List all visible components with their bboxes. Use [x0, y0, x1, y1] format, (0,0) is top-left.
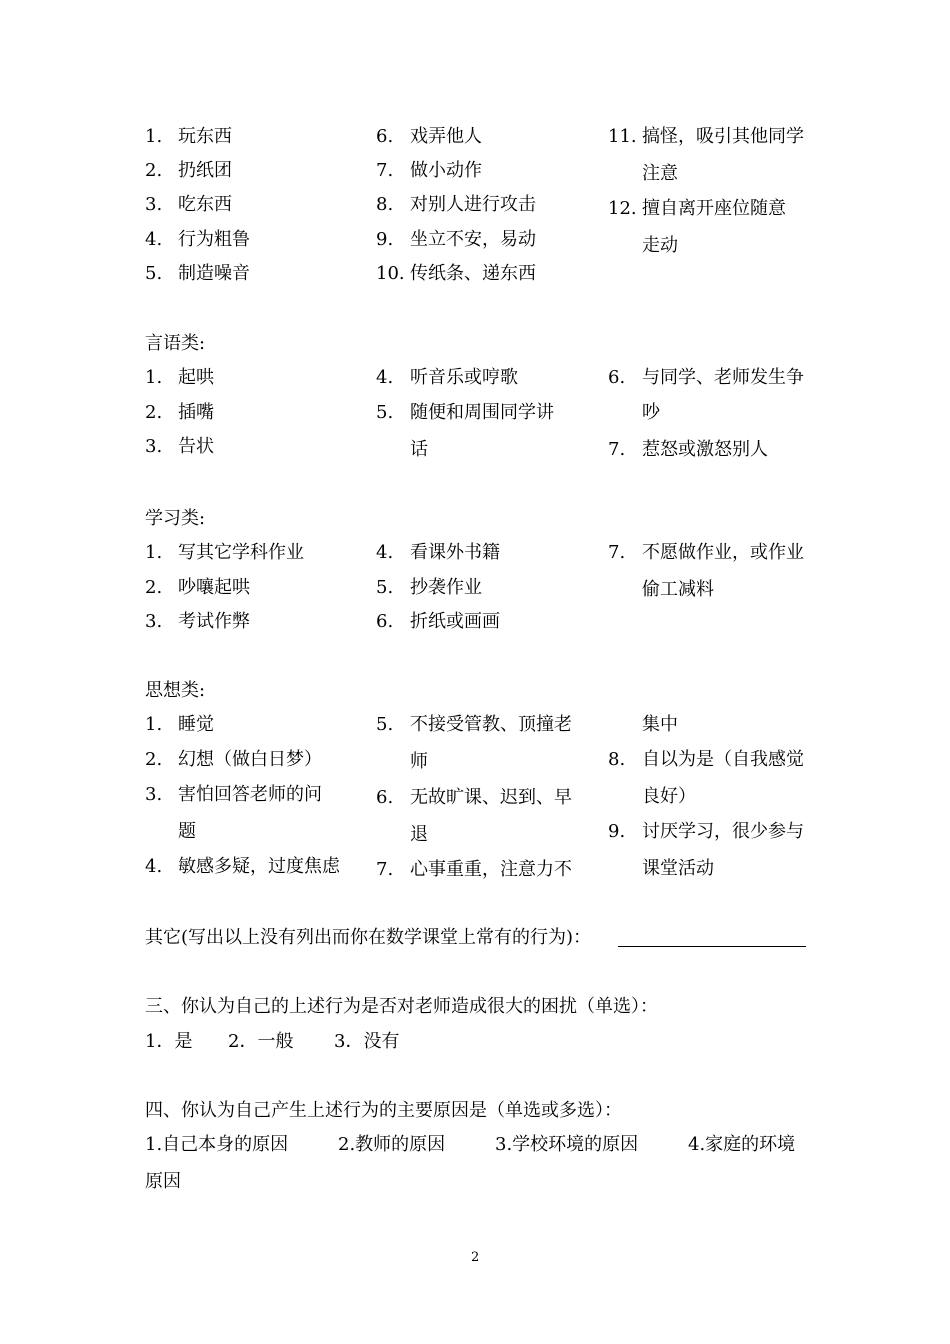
list-item: 心事重重，注意力不 — [410, 859, 572, 880]
list-item: 戏弄他人 — [410, 126, 482, 147]
list-item: 吃东西 — [178, 194, 232, 215]
list-item-continued: 话 — [410, 439, 428, 460]
list-item: 听音乐或哼歌 — [410, 367, 518, 388]
section-title: 思想类: — [145, 680, 206, 701]
list-item-continued: 注意 — [642, 163, 678, 184]
item-number: 12. — [608, 198, 637, 219]
item-number: 7. — [608, 542, 626, 563]
item-number: 4. — [145, 856, 163, 877]
list-item: 看课外书籍 — [410, 542, 500, 563]
item-number: 2. — [145, 402, 163, 423]
list-item-continued: 良好） — [642, 786, 696, 807]
list-item-continued: 吵 — [642, 402, 660, 423]
list-item: 吵嚷起哄 — [178, 577, 250, 598]
list-item-continued: 退 — [410, 824, 428, 845]
list-item: 抄袭作业 — [410, 577, 482, 598]
item-number: 3. — [145, 784, 163, 805]
list-item: 惹怒或激怒别人 — [642, 439, 768, 460]
list-item: 起哄 — [178, 367, 214, 388]
item-number: 6. — [376, 787, 394, 808]
item-number: 2. — [145, 160, 163, 181]
item-number: 1. — [145, 126, 163, 147]
list-item-continued: 集中 — [642, 714, 678, 735]
item-number: 1. — [145, 542, 163, 563]
list-item: 对别人进行攻击 — [410, 194, 536, 215]
list-item-continued: 课堂活动 — [642, 858, 714, 879]
item-number: 7. — [608, 439, 626, 460]
item-number: 5. — [376, 577, 394, 598]
list-item: 告状 — [178, 436, 214, 457]
q4-option[interactable]: 1.自己本身的原因 — [145, 1134, 289, 1155]
item-number: 4. — [376, 542, 394, 563]
section-title: 言语类: — [145, 333, 206, 354]
list-item: 讨厌学习，很少参与 — [642, 821, 804, 842]
item-number: 2. — [145, 749, 163, 770]
q3-option[interactable]: 1．是 — [145, 1031, 193, 1052]
list-item: 玩东西 — [178, 126, 232, 147]
other-answer-line[interactable] — [618, 946, 806, 947]
item-number: 5. — [145, 263, 163, 284]
item-number: 11. — [608, 126, 637, 147]
list-item: 不愿做作业，或作业 — [642, 542, 804, 563]
question-4-title: 四、你认为自己产生上述行为的主要原因是（单选或多选）： — [145, 1100, 622, 1121]
item-number: 9. — [376, 229, 394, 250]
list-item: 随便和周围同学讲 — [410, 402, 554, 423]
list-item: 敏感多疑，过度焦虑 — [178, 856, 340, 877]
item-number: 8. — [376, 194, 394, 215]
list-item: 幻想（做白日梦） — [178, 749, 322, 770]
item-number: 6. — [376, 611, 394, 632]
list-item-continued: 题 — [178, 821, 196, 842]
page-number: 2 — [471, 1250, 480, 1265]
section-title: 学习类: — [145, 508, 206, 529]
list-item: 考试作弊 — [178, 611, 250, 632]
item-number: 2. — [145, 577, 163, 598]
item-number: 9. — [608, 821, 626, 842]
item-number: 10. — [376, 263, 405, 284]
list-item: 与同学、老师发生争 — [642, 367, 804, 388]
list-item: 行为粗鲁 — [178, 229, 250, 250]
list-item: 睡觉 — [178, 714, 214, 735]
list-item: 搞怪，吸引其他同学 — [642, 126, 804, 147]
list-item: 制造噪音 — [178, 263, 250, 284]
item-number: 3. — [145, 194, 163, 215]
item-number: 5. — [376, 402, 394, 423]
list-item: 擅自离开座位随意 — [642, 198, 786, 219]
item-number: 6. — [376, 126, 394, 147]
q4-option[interactable]: 2.教师的原因 — [338, 1134, 446, 1155]
item-number: 5. — [376, 714, 394, 735]
list-item: 折纸或画画 — [410, 611, 500, 632]
item-number: 3. — [145, 611, 163, 632]
list-item: 插嘴 — [178, 402, 214, 423]
q4-option[interactable]: 3.学校环境的原因 — [495, 1134, 639, 1155]
other-prompt: 其它(写出以上没有列出而你在数学课堂上常有的行为)： — [145, 927, 592, 948]
item-number: 1. — [145, 714, 163, 735]
item-number: 8. — [608, 749, 626, 770]
list-item: 害怕回答老师的问 — [178, 784, 322, 805]
question-3-title: 三、你认为自己的上述行为是否对老师造成很大的困扰（单选）： — [145, 996, 658, 1017]
item-number: 1. — [145, 367, 163, 388]
item-number: 7. — [376, 859, 394, 880]
item-number: 4. — [376, 367, 394, 388]
list-item: 坐立不安，易动 — [410, 229, 536, 250]
q3-option[interactable]: 3．没有 — [334, 1031, 400, 1052]
list-item: 无故旷课、迟到、早 — [410, 787, 572, 808]
list-item: 扔纸团 — [178, 160, 232, 181]
item-number: 7. — [376, 160, 394, 181]
list-item: 写其它学科作业 — [178, 542, 304, 563]
item-number: 3. — [145, 436, 163, 457]
q4-option[interactable]: 4.家庭的环境 — [688, 1134, 796, 1155]
q4-option-continued: 原因 — [145, 1171, 181, 1192]
list-item: 传纸条、递东西 — [410, 263, 536, 284]
list-item: 自以为是（自我感觉 — [642, 749, 804, 770]
item-number: 4. — [145, 229, 163, 250]
list-item-continued: 走动 — [642, 235, 678, 256]
q3-option[interactable]: 2．一般 — [228, 1031, 294, 1052]
list-item-continued: 师 — [410, 751, 428, 772]
list-item: 不接受管教、顶撞老 — [410, 714, 572, 735]
list-item: 做小动作 — [410, 160, 482, 181]
item-number: 6. — [608, 367, 626, 388]
list-item-continued: 偷工减料 — [642, 579, 714, 600]
